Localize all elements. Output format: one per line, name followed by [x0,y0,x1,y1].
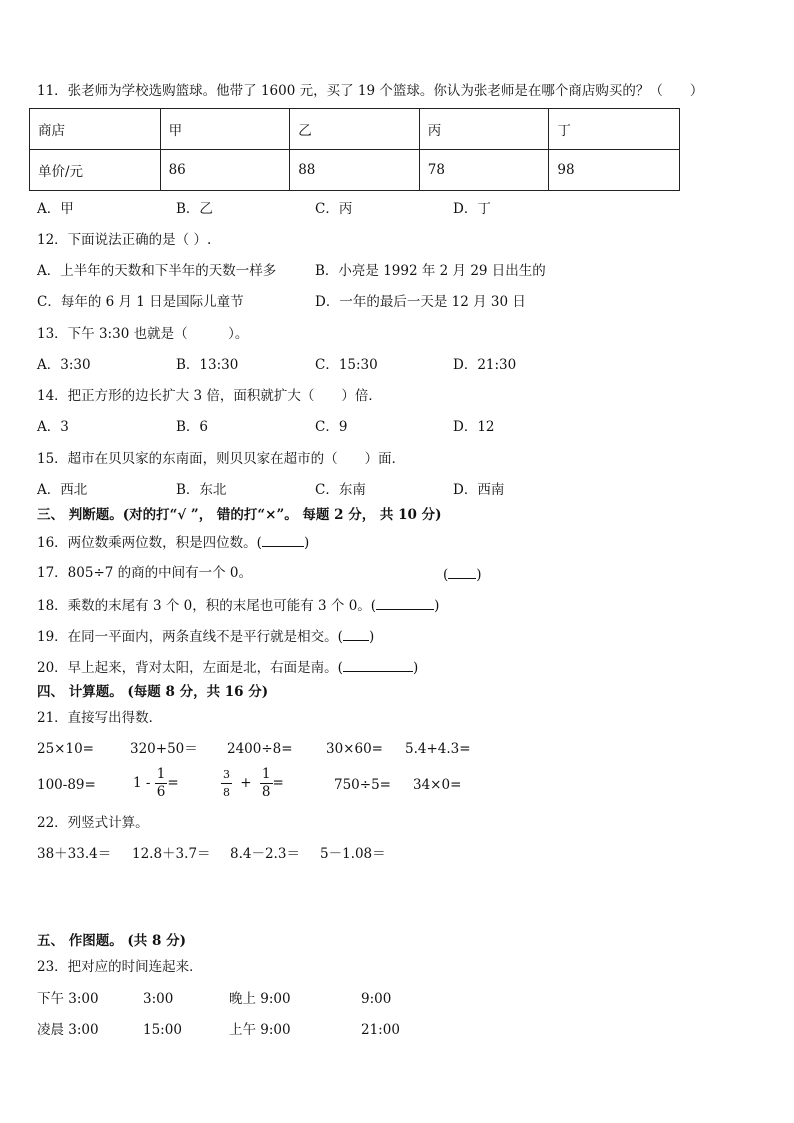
q11-option-c[interactable]: C．丙 [315,201,353,217]
fraction-numerator: 3 [221,766,232,784]
q23-item[interactable]: 下午 3:00 [37,991,99,1007]
table-cell: 商店 [30,109,161,150]
q21-item: 320+50＝ [130,741,198,757]
table-cell: 丁 [549,109,680,150]
q13-option-a[interactable]: A．3:30 [37,357,91,373]
q11-option-a[interactable]: A．甲 [37,201,74,217]
q16-text: 16．两位数乘两位数，积是四位数。( [37,535,262,551]
q21-text: + [240,775,252,791]
table-cell: 甲 [160,109,290,150]
q17 [37,564,252,582]
q11-option-b[interactable]: B．乙 [176,201,213,217]
q22-item: 12.8＋3.7＝ [132,846,211,862]
shop-price-table [29,108,680,191]
q11-option-d[interactable]: D．丁 [453,201,491,217]
q21-text: = [167,775,179,791]
q14-option-c[interactable]: C．9 [315,419,348,435]
q19-close: ) [368,629,375,645]
q20-answer-blank[interactable] [343,657,413,672]
q13-option-b[interactable]: B．13:30 [176,357,239,373]
q23-stem: 23．把对应的时间连起来． [37,959,203,975]
table-cell: 86 [160,150,290,191]
q22-stem: 22．列竖式计算。 [37,815,149,831]
q23-item[interactable]: 3:00 [143,991,174,1007]
q14-option-d[interactable]: D．12 [453,419,495,435]
q18 [37,595,439,615]
q14-stem: 14．把正方形的边长扩大 3 倍，面积就扩大（ ）倍． [37,388,382,404]
q12-option-a[interactable]: A．上半年的天数和下半年的天数一样多 [37,263,277,279]
fraction-denominator: 8 [223,786,230,799]
q19 [37,626,374,646]
table-cell: 98 [549,150,680,191]
table-cell: 丙 [419,109,549,150]
q15-option-b[interactable]: B．东北 [176,482,227,498]
q21-item-fraction-2 [221,766,284,801]
section-4-heading: 四、 计算题。 (每题 8 分，共 16 分) [37,684,269,700]
q22-item: 5－1.08＝ [320,846,386,862]
table-row-price [30,150,680,191]
q14-option-a[interactable]: A．3 [37,419,69,435]
q19-text: 19．在同一平面内，两条直线不是平行就是相交。( [37,629,343,645]
q21-item: 5.4+4.3= [405,741,471,757]
q12-stem: 12．下面说法正确的是（ ）. [37,232,212,248]
q13-option-c[interactable]: C．15:30 [315,357,378,373]
q21-item: 2400÷8= [227,741,293,757]
q15-option-c[interactable]: C．东南 [315,482,366,498]
q21-item: 25×10= [37,741,94,757]
q16 [37,532,309,552]
q13-stem: 13．下午 3:30 也就是（ ）。 [37,326,249,342]
q20-text: 20．早上起来，背对太阳，左面是北，右面是南。( [37,660,343,676]
q23-item[interactable]: 21:00 [361,1022,400,1038]
q21-item: 34×0= [413,777,462,793]
q18-close: ) [434,598,440,614]
q23-item[interactable]: 上午 9:00 [229,1022,291,1038]
q23-item[interactable]: 15:00 [143,1022,182,1038]
section-3-heading: 三、 判断题。(对的打“√ ”， 错的打“×”。 每题 2 分， 共 10 分) [37,507,442,523]
q17-open: ( [443,567,449,583]
q21-stem: 21．直接写出得数． [37,710,163,726]
table-cell: 88 [290,150,420,191]
q21-item: 750÷5= [334,777,391,793]
q21-text: = [272,775,284,791]
q20 [37,657,418,677]
fraction [260,766,273,801]
q13-option-d[interactable]: D．21:30 [453,357,517,373]
q12-option-c[interactable]: C．每年的 6 月 1 日是国际儿童节 [37,294,244,310]
fraction [155,766,168,801]
fraction-denominator: 6 [156,784,166,800]
q17-answer-blank[interactable] [448,564,476,579]
section-5-heading: 五、 作图题。 (共 8 分) [37,933,186,949]
q22-item: 8.4－2.3＝ [230,846,300,862]
fraction-denominator: 8 [261,784,271,800]
q20-close: ) [412,660,419,676]
q21-item: 30×60= [326,741,383,757]
q23-item[interactable]: 9:00 [361,991,392,1007]
table-cell: 78 [419,150,549,191]
q14-option-b[interactable]: B．6 [176,419,209,435]
table-cell: 乙 [290,109,420,150]
table-row-header [30,109,680,150]
q15-stem: 15．超市在贝贝家的东南面，则贝贝家在超市的（ ）面． [37,451,406,467]
q16-close: ) [303,535,310,551]
q18-text: 18．乘数的末尾有 3 个 0，积的末尾也可能有 3 个 0。( [37,598,377,614]
table-cell: 单价/元 [30,150,161,191]
q15-option-a[interactable]: A．西北 [37,482,88,498]
q23-item[interactable]: 凌晨 3:00 [37,1022,99,1038]
q17-close: ) [476,567,482,583]
q19-answer-blank[interactable] [343,626,369,641]
fraction-numerator: 1 [261,766,271,782]
q12-option-d[interactable]: D．一年的最后一天是 12 月 30 日 [315,294,526,310]
q17-text: 17．805÷7 的商的中间有一个 0。 [37,565,253,581]
q11-stem: 11．张老师为学校选购篮球。他带了 1600 元，买了 19 个篮球。你认为张老师是在哪个商店购买的？（ ） [37,83,704,99]
q21-text: 1 - [133,775,151,791]
q22-item: 38＋33.4＝ [37,846,112,862]
q12-option-b[interactable]: B．小亮是 1992 年 2 月 29 日出生的 [315,263,546,279]
fraction [221,766,232,801]
q15-option-d[interactable]: D．西南 [453,482,505,498]
q21-item-fraction-1 [133,766,179,801]
q17-answer [443,564,482,584]
q23-item[interactable]: 晚上 9:00 [229,991,291,1007]
q16-answer-blank[interactable] [262,532,304,547]
fraction-numerator: 1 [156,766,166,782]
q18-answer-blank[interactable] [376,595,434,610]
q21-item: 100-89= [37,777,96,793]
